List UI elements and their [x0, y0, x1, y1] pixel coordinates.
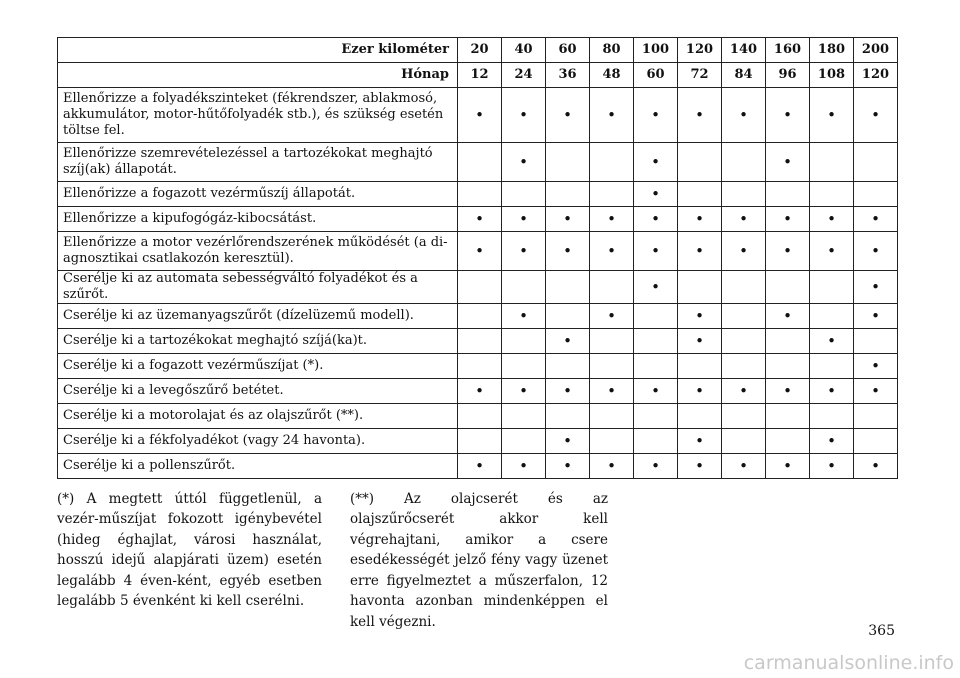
- interval-cell: [810, 404, 854, 429]
- interval-cell: [502, 271, 546, 304]
- bullet-icon: •: [871, 307, 880, 325]
- interval-cell: [458, 232, 502, 271]
- bullet-icon: •: [607, 457, 616, 475]
- interval-cell: [810, 143, 854, 182]
- interval-cell: [722, 379, 766, 404]
- interval-cell: [634, 232, 678, 271]
- interval-cell: [590, 271, 634, 304]
- interval-cell: [546, 379, 590, 404]
- interval-cell: [678, 182, 722, 207]
- interval-cell: [722, 271, 766, 304]
- interval-cell: [458, 143, 502, 182]
- km-value: 100: [634, 38, 678, 63]
- interval-cell: [810, 454, 854, 479]
- interval-cell: [722, 207, 766, 232]
- interval-cell: [546, 354, 590, 379]
- interval-cell: [458, 207, 502, 232]
- interval-cell: [634, 379, 678, 404]
- interval-cell: [854, 329, 898, 354]
- interval-cell: [722, 304, 766, 329]
- interval-cell: [502, 304, 546, 329]
- interval-cell: [766, 454, 810, 479]
- bullet-icon: •: [563, 432, 572, 450]
- interval-cell: [634, 182, 678, 207]
- bullet-icon: •: [651, 153, 660, 171]
- bullet-icon: •: [695, 382, 704, 400]
- interval-cell: [502, 429, 546, 454]
- bullet-icon: •: [783, 106, 792, 124]
- interval-cell: [458, 454, 502, 479]
- interval-cell: [722, 143, 766, 182]
- interval-cell: [502, 232, 546, 271]
- table-row: [58, 329, 898, 354]
- table-row: [58, 88, 898, 143]
- interval-cell: [854, 354, 898, 379]
- footnote-timing-belt: (*) A megtett úttól függetlenül, a vezér-műszíjat fokozott igénybevétel (hideg éghajlat, városi használat, hosszú idejű alapjárati üzem) esetén legalább 4 éven-ként, egyéb esetben legalább 5 évenként ki kell cserélni.: [57, 490, 322, 609]
- month-value: 96: [766, 63, 810, 88]
- bullet-icon: •: [475, 457, 484, 475]
- interval-cell: [854, 232, 898, 271]
- table-row: [58, 304, 898, 329]
- table-row: [58, 143, 898, 182]
- interval-cell: [810, 329, 854, 354]
- bullet-icon: •: [871, 357, 880, 375]
- interval-cell: [678, 143, 722, 182]
- maintenance-schedule-table: [57, 37, 898, 479]
- bullet-icon: •: [739, 382, 748, 400]
- schedule-rows: [58, 88, 898, 479]
- interval-cell: [458, 182, 502, 207]
- interval-cell: [766, 354, 810, 379]
- interval-cell: [634, 143, 678, 182]
- bullet-icon: •: [695, 332, 704, 350]
- interval-cell: [634, 354, 678, 379]
- interval-cell: [722, 404, 766, 429]
- table-row: [58, 271, 898, 304]
- task-label: Ellenőrizze a motor vezérlőrendszerének működését (a di-agnosztikai csatlakozón keresztül).: [58, 232, 458, 271]
- interval-cell: [590, 88, 634, 143]
- interval-cell: [590, 354, 634, 379]
- km-value: 120: [678, 38, 722, 63]
- interval-cell: [678, 354, 722, 379]
- bullet-icon: •: [519, 106, 528, 124]
- interval-cell: [810, 379, 854, 404]
- interval-cell: [678, 454, 722, 479]
- interval-cell: [634, 88, 678, 143]
- interval-cell: [854, 271, 898, 304]
- task-label: Ellenőrizze a fogazott vezérműszíj állapotát.: [58, 182, 458, 207]
- interval-cell: [722, 354, 766, 379]
- bullet-icon: •: [475, 210, 484, 228]
- interval-cell: [546, 182, 590, 207]
- interval-cell: [766, 207, 810, 232]
- bullet-icon: •: [563, 457, 572, 475]
- interval-cell: [634, 454, 678, 479]
- interval-cell: [546, 304, 590, 329]
- interval-cell: [854, 454, 898, 479]
- interval-cell: [590, 232, 634, 271]
- bullet-icon: •: [475, 382, 484, 400]
- interval-cell: [590, 182, 634, 207]
- interval-cell: [854, 88, 898, 143]
- interval-cell: [722, 454, 766, 479]
- interval-cell: [722, 88, 766, 143]
- interval-cell: [722, 232, 766, 271]
- interval-cell: [546, 207, 590, 232]
- table-row: [58, 454, 898, 479]
- bullet-icon: •: [563, 210, 572, 228]
- table-row: [58, 379, 898, 404]
- bullet-icon: •: [871, 382, 880, 400]
- bullet-icon: •: [651, 185, 660, 203]
- bullet-icon: •: [519, 153, 528, 171]
- km-value: 60: [546, 38, 590, 63]
- task-label: Cserélje ki a pollenszűrőt.: [58, 454, 458, 479]
- task-label: Cserélje ki a levegőszűrő betétet.: [58, 379, 458, 404]
- interval-cell: [766, 271, 810, 304]
- bullet-icon: •: [607, 307, 616, 325]
- interval-cell: [546, 454, 590, 479]
- interval-cell: [546, 143, 590, 182]
- month-value: 72: [678, 63, 722, 88]
- interval-cell: [678, 304, 722, 329]
- header-row-month: [58, 63, 898, 88]
- interval-cell: [546, 404, 590, 429]
- interval-cell: [722, 329, 766, 354]
- interval-cell: [810, 271, 854, 304]
- bullet-icon: •: [695, 242, 704, 260]
- bullet-icon: •: [519, 382, 528, 400]
- interval-cell: [502, 88, 546, 143]
- interval-cell: [634, 304, 678, 329]
- interval-cell: [678, 404, 722, 429]
- bullet-icon: •: [871, 210, 880, 228]
- month-value: 48: [590, 63, 634, 88]
- interval-cell: [678, 271, 722, 304]
- month-header-label: Hónap: [58, 63, 458, 88]
- interval-cell: [590, 207, 634, 232]
- month-value: 60: [634, 63, 678, 88]
- bullet-icon: •: [695, 307, 704, 325]
- interval-cell: [678, 232, 722, 271]
- interval-cell: [766, 232, 810, 271]
- interval-cell: [810, 182, 854, 207]
- bullet-icon: •: [871, 242, 880, 260]
- bullet-icon: •: [739, 242, 748, 260]
- interval-cell: [810, 207, 854, 232]
- table-row: [58, 404, 898, 429]
- interval-cell: [502, 404, 546, 429]
- interval-cell: [634, 429, 678, 454]
- interval-cell: [766, 88, 810, 143]
- km-value: 160: [766, 38, 810, 63]
- interval-cell: [722, 182, 766, 207]
- page-number: 365: [868, 623, 895, 639]
- interval-cell: [502, 329, 546, 354]
- bullet-icon: •: [651, 278, 660, 296]
- interval-cell: [634, 329, 678, 354]
- bullet-icon: •: [783, 242, 792, 260]
- bullet-icon: •: [695, 457, 704, 475]
- bullet-icon: •: [651, 457, 660, 475]
- interval-cell: [854, 304, 898, 329]
- bullet-icon: •: [607, 242, 616, 260]
- interval-cell: [766, 182, 810, 207]
- bullet-icon: •: [519, 307, 528, 325]
- bullet-icon: •: [563, 106, 572, 124]
- bullet-icon: •: [695, 106, 704, 124]
- bullet-icon: •: [607, 106, 616, 124]
- month-value: 84: [722, 63, 766, 88]
- interval-cell: [634, 271, 678, 304]
- interval-cell: [502, 354, 546, 379]
- table-row: [58, 354, 898, 379]
- task-label: Ellenőrizze a kipufogógáz-kibocsátást.: [58, 207, 458, 232]
- bullet-icon: •: [739, 106, 748, 124]
- bullet-icon: •: [783, 382, 792, 400]
- bullet-icon: •: [827, 210, 836, 228]
- interval-cell: [458, 379, 502, 404]
- bullet-icon: •: [827, 457, 836, 475]
- interval-cell: [678, 207, 722, 232]
- bullet-icon: •: [783, 210, 792, 228]
- interval-cell: [722, 429, 766, 454]
- interval-cell: [458, 354, 502, 379]
- bullet-icon: •: [783, 153, 792, 171]
- interval-cell: [458, 429, 502, 454]
- bullet-icon: •: [783, 307, 792, 325]
- bullet-icon: •: [651, 382, 660, 400]
- header-row-km: [58, 38, 898, 63]
- bullet-icon: •: [563, 332, 572, 350]
- bullet-icon: •: [871, 457, 880, 475]
- task-label: Cserélje ki az automata sebességváltó folyadékot és a szűrőt.: [58, 271, 458, 304]
- interval-cell: [590, 143, 634, 182]
- interval-cell: [590, 404, 634, 429]
- interval-cell: [546, 232, 590, 271]
- interval-cell: [634, 404, 678, 429]
- km-value: 20: [458, 38, 502, 63]
- bullet-icon: •: [563, 382, 572, 400]
- interval-cell: [766, 304, 810, 329]
- bullet-icon: •: [739, 457, 748, 475]
- bullet-icon: •: [519, 210, 528, 228]
- interval-cell: [546, 429, 590, 454]
- bullet-icon: •: [871, 278, 880, 296]
- task-label: Cserélje ki a tartozékokat meghajtó szíjá(ka)t.: [58, 329, 458, 354]
- bullet-icon: •: [607, 210, 616, 228]
- interval-cell: [634, 207, 678, 232]
- interval-cell: [854, 182, 898, 207]
- interval-cell: [766, 379, 810, 404]
- km-value: 200: [854, 38, 898, 63]
- interval-cell: [590, 304, 634, 329]
- bullet-icon: •: [651, 210, 660, 228]
- interval-cell: [502, 379, 546, 404]
- interval-cell: [810, 232, 854, 271]
- interval-cell: [854, 429, 898, 454]
- interval-cell: [458, 88, 502, 143]
- bullet-icon: •: [827, 242, 836, 260]
- interval-cell: [854, 207, 898, 232]
- table-row: [58, 429, 898, 454]
- interval-cell: [766, 429, 810, 454]
- interval-cell: [502, 143, 546, 182]
- month-value: 24: [502, 63, 546, 88]
- bullet-icon: •: [651, 242, 660, 260]
- km-value: 80: [590, 38, 634, 63]
- bullet-icon: •: [827, 432, 836, 450]
- interval-cell: [590, 429, 634, 454]
- interval-cell: [546, 271, 590, 304]
- interval-cell: [458, 304, 502, 329]
- interval-cell: [810, 429, 854, 454]
- km-value: 40: [502, 38, 546, 63]
- month-value: 12: [458, 63, 502, 88]
- interval-cell: [502, 454, 546, 479]
- interval-cell: [458, 329, 502, 354]
- interval-cell: [678, 88, 722, 143]
- table-row: [58, 182, 898, 207]
- month-value: 108: [810, 63, 854, 88]
- footnote-oil-change: (**) Az olajcserét és az olajszűrőcserét akkor kell végrehajtani, amikor a csere esedékességét jelző fény vagy üzenet erre figyelmeztet a műszerfalon, 12 havonta azonban mindenképpen el kell végezni.: [350, 490, 608, 630]
- interval-cell: [458, 271, 502, 304]
- interval-cell: [854, 379, 898, 404]
- bullet-icon: •: [827, 106, 836, 124]
- interval-cell: [502, 182, 546, 207]
- interval-cell: [766, 143, 810, 182]
- bullet-icon: •: [827, 332, 836, 350]
- task-label: Ellenőrizze szemrevételezéssel a tartozékokat meghajtó szíj(ak) állapotát.: [58, 143, 458, 182]
- task-label: Cserélje ki a fogazott vezérműszíjat (*).: [58, 354, 458, 379]
- bullet-icon: •: [695, 432, 704, 450]
- bullet-icon: •: [783, 457, 792, 475]
- interval-cell: [590, 329, 634, 354]
- interval-cell: [810, 88, 854, 143]
- bullet-icon: •: [475, 106, 484, 124]
- bullet-icon: •: [827, 382, 836, 400]
- interval-cell: [810, 354, 854, 379]
- interval-cell: [590, 454, 634, 479]
- bullet-icon: •: [519, 242, 528, 260]
- bullet-icon: •: [695, 210, 704, 228]
- interval-cell: [546, 329, 590, 354]
- month-value: 120: [854, 63, 898, 88]
- table-row: [58, 207, 898, 232]
- interval-cell: [766, 329, 810, 354]
- bullet-icon: •: [519, 457, 528, 475]
- bullet-icon: •: [607, 382, 616, 400]
- interval-cell: [590, 379, 634, 404]
- table-row: [58, 232, 898, 271]
- interval-cell: [854, 143, 898, 182]
- task-label: Ellenőrizze a folyadékszinteket (fékrendszer, ablakmosó, akkumulátor, motor-hűtőfolyadék stb.), és szükség esetén töltse fel.: [58, 88, 458, 143]
- bullet-icon: •: [475, 242, 484, 260]
- watermark: carmanualsonline.info: [743, 652, 954, 674]
- bullet-icon: •: [871, 106, 880, 124]
- km-value: 140: [722, 38, 766, 63]
- interval-cell: [854, 404, 898, 429]
- km-value: 180: [810, 38, 854, 63]
- bullet-icon: •: [563, 242, 572, 260]
- interval-cell: [810, 304, 854, 329]
- interval-cell: [678, 329, 722, 354]
- bullet-icon: •: [651, 106, 660, 124]
- interval-cell: [458, 404, 502, 429]
- km-header-label: Ezer kilométer: [58, 38, 458, 63]
- task-label: Cserélje ki a fékfolyadékot (vagy 24 havonta).: [58, 429, 458, 454]
- task-label: Cserélje ki az üzemanyagszűrőt (dízelüzemű modell).: [58, 304, 458, 329]
- interval-cell: [678, 429, 722, 454]
- month-value: 36: [546, 63, 590, 88]
- interval-cell: [766, 404, 810, 429]
- interval-cell: [678, 379, 722, 404]
- bullet-icon: •: [739, 210, 748, 228]
- interval-cell: [502, 207, 546, 232]
- task-label: Cserélje ki a motorolajat és az olajszűrőt (**).: [58, 404, 458, 429]
- interval-cell: [546, 88, 590, 143]
